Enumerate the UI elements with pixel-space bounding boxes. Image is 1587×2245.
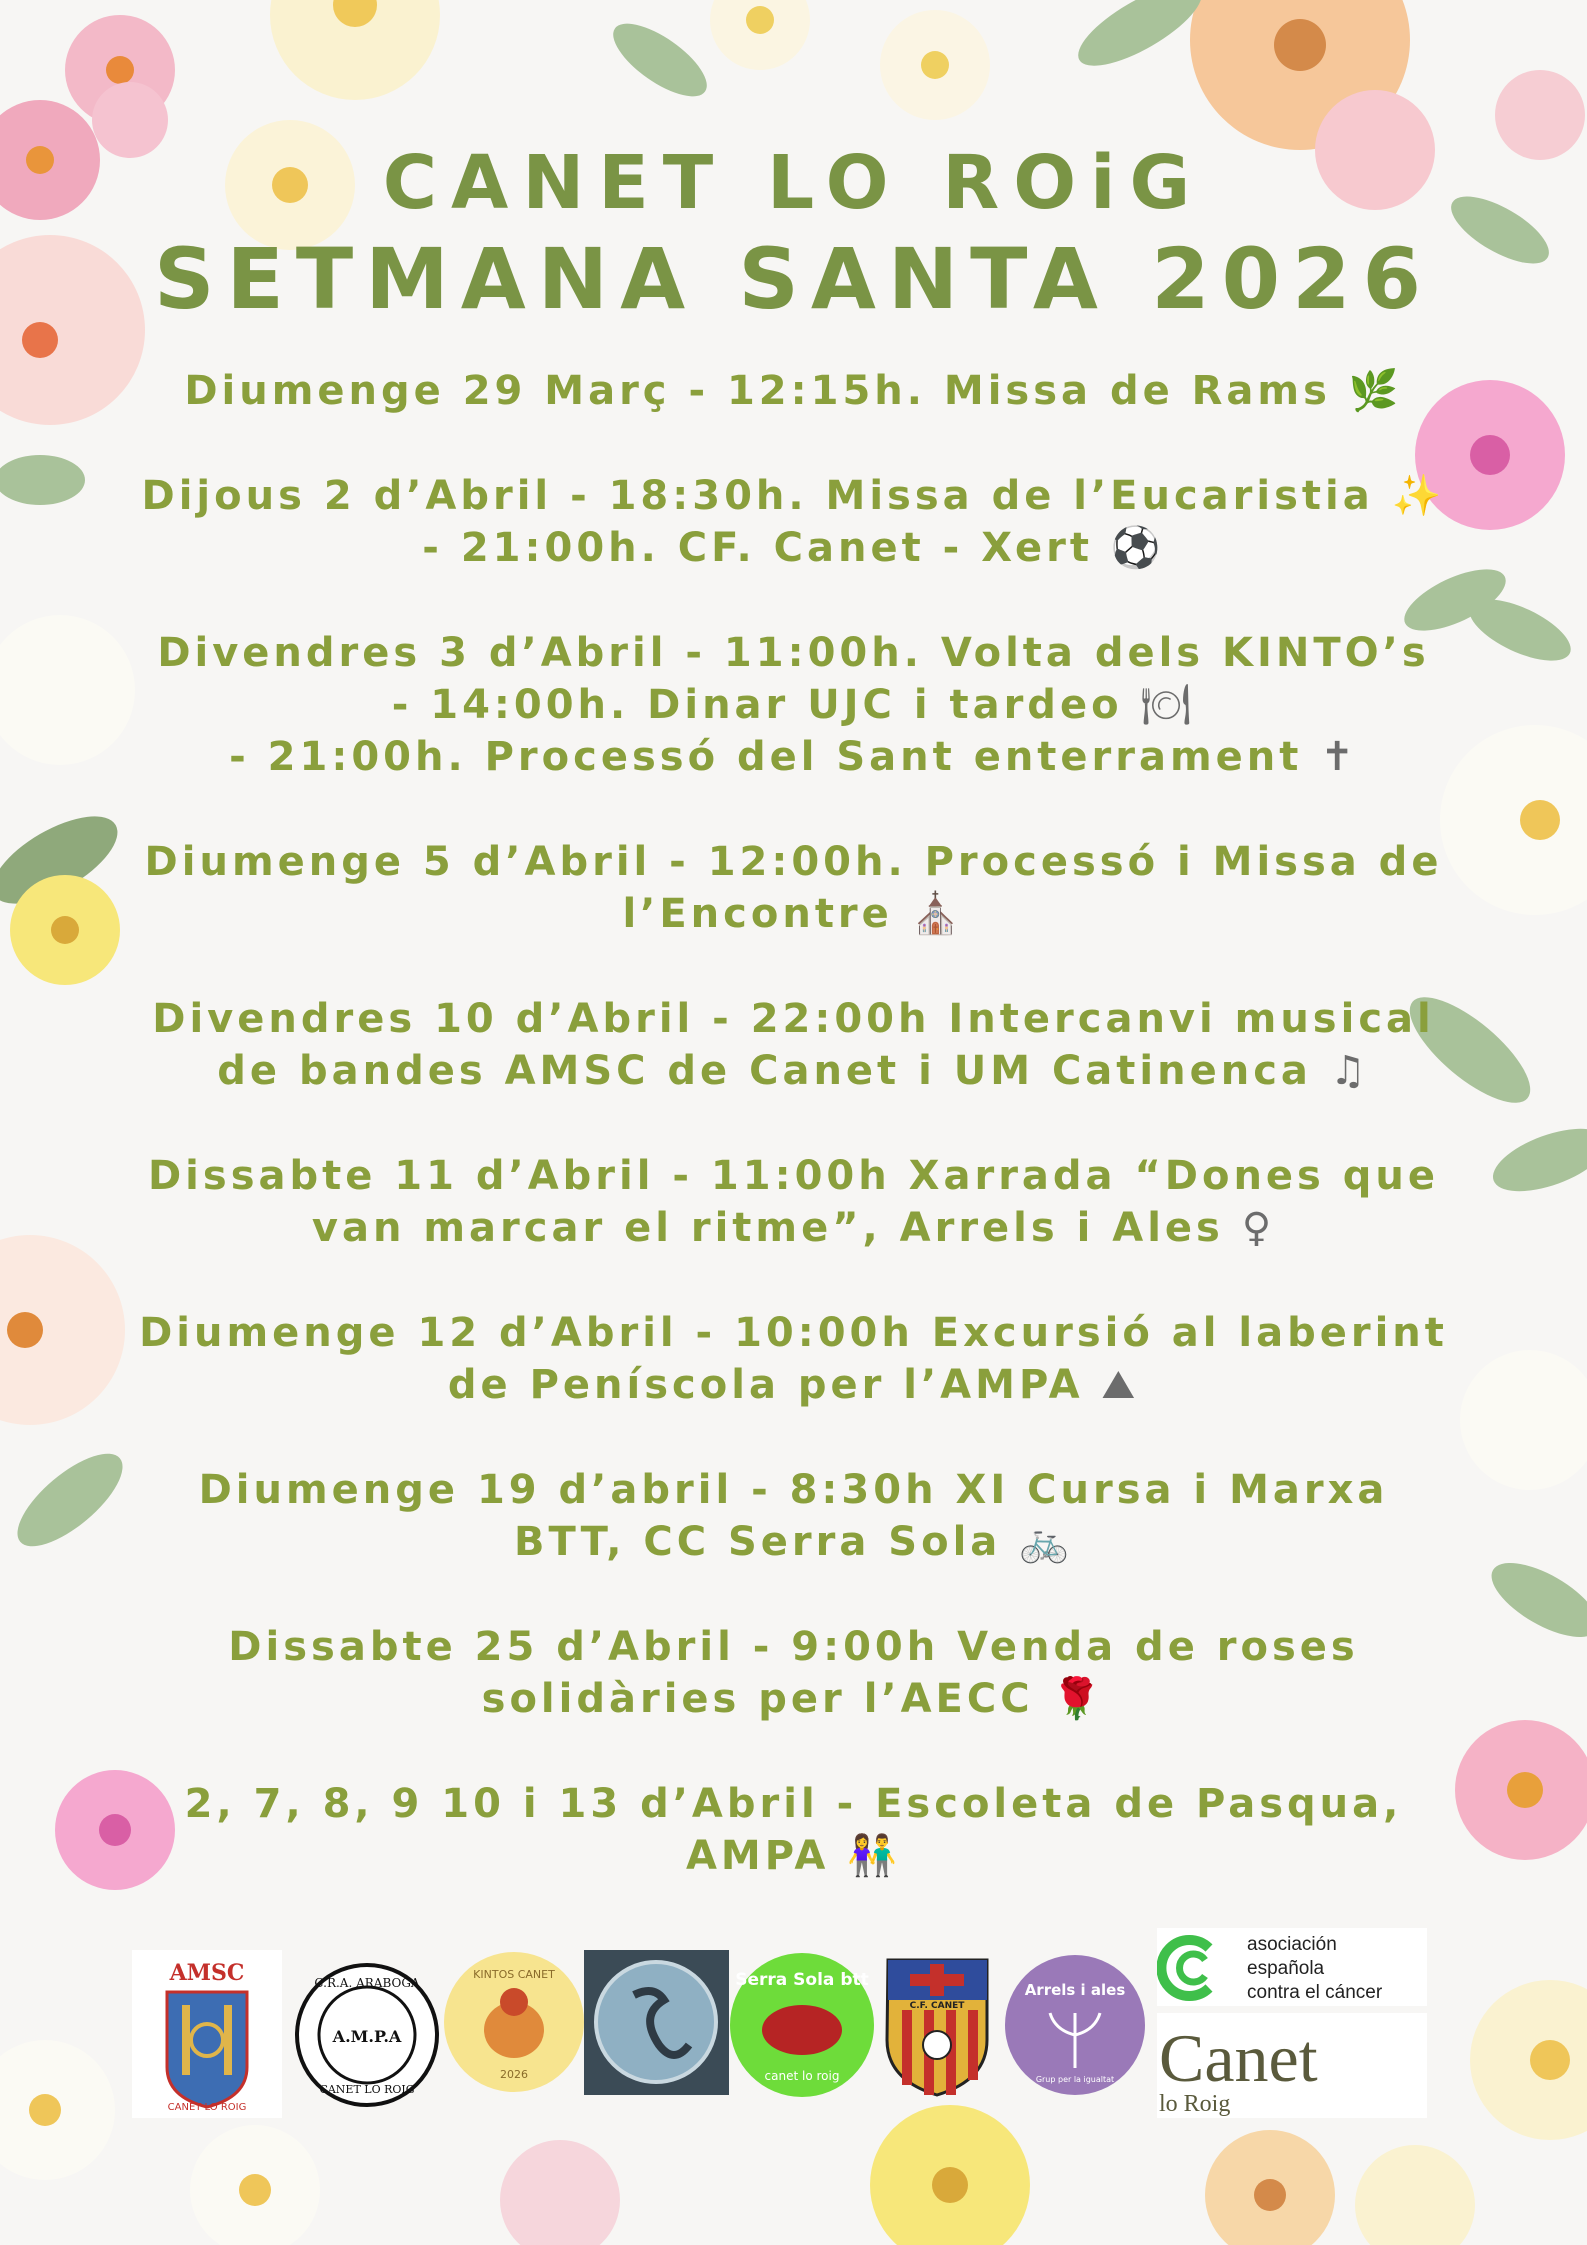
event-text: BTT, CC Serra Sola: [513, 1519, 1002, 1565]
event-emoji-icon: 🌿: [1348, 368, 1403, 414]
event-text: - 21:00h. Processó del Sant enterrament: [229, 734, 1303, 780]
aecc-logo-line3: contra el cáncer: [1247, 1982, 1383, 2003]
event-spacer: [120, 1725, 1467, 1778]
event-line: [120, 1359, 1467, 1411]
event-emoji-icon: ✨: [1391, 473, 1446, 519]
event-text: solidàries per l’AECC: [481, 1676, 1034, 1722]
serra-sola-logo-bottom: canet lo roig: [764, 2069, 840, 2083]
kintos-logo: [442, 1950, 587, 2095]
event-emoji-icon: ♫: [1329, 1048, 1370, 1094]
event-spacer: [120, 574, 1467, 627]
event-line: [120, 1621, 1467, 1673]
kintos-logo-top: KINTOS CANET: [473, 1968, 555, 1981]
event-item: [120, 1778, 1467, 1882]
event-emoji-icon: 🚲: [1019, 1519, 1074, 1565]
event-text: Divendres 10 d’Abril - 22:00h Intercanvi musical: [152, 996, 1435, 1042]
event-line: [120, 836, 1467, 888]
cf-canet-logo: [880, 1950, 995, 2100]
event-emoji-icon: ⛰: [1101, 1362, 1140, 1408]
poster-title-event: SETMANA SANTA 2026: [154, 230, 1433, 328]
event-text: l’Encontre: [622, 891, 893, 937]
event-emoji-icon: 👫: [847, 1833, 902, 1879]
ampa-logo: [292, 1960, 442, 2110]
arrels-ales-logo-top: Arrels i ales: [1024, 1981, 1126, 1999]
event-item: [120, 365, 1467, 417]
ampa-logo-bottom: CANET LO ROIG: [319, 2083, 415, 2096]
event-spacer: [120, 1097, 1467, 1150]
canet-lo-roig-logo: [1157, 2013, 1427, 2118]
sponsor-logos: [132, 1928, 1422, 2118]
event-line: [120, 365, 1467, 417]
event-item: [120, 1464, 1467, 1568]
event-line: [120, 1830, 1467, 1882]
serra-sola-logo: [727, 1950, 877, 2100]
amsc-logo-sub: CANET LO ROIG: [167, 2102, 247, 2113]
event-line: [120, 1150, 1467, 1202]
ujc-logo: [584, 1950, 729, 2095]
cf-canet-logo-label: C.F. CANET: [909, 2001, 965, 2011]
aecc-logo-line2: española: [1247, 1958, 1325, 1979]
event-text: de Peníscola per l’AMPA: [447, 1362, 1084, 1408]
event-list: [120, 365, 1467, 1882]
event-line: [120, 470, 1467, 522]
event-line: [120, 1307, 1467, 1359]
event-item: [120, 1621, 1467, 1725]
event-text: de bandes AMSC de Canet i UM Catinenca: [217, 1048, 1312, 1094]
event-line: [120, 1464, 1467, 1516]
event-emoji-icon: ♀: [1241, 1205, 1276, 1251]
event-text: Diumenge 19 d’abril - 8:30h XI Cursa i Marxa: [198, 1467, 1389, 1513]
event-item: [120, 836, 1467, 940]
event-text: Dissabte 11 d’Abril - 11:00h Xarrada “Dones que: [147, 1153, 1440, 1199]
canet-lo-roig-logo-sub: lo Roig: [1159, 2091, 1231, 2117]
event-text: Dissabte 25 d’Abril - 9:00h Venda de roses: [228, 1624, 1359, 1670]
serra-sola-logo-top: Serra Sola btt: [735, 1970, 869, 1990]
event-text: van marcar el ritme”, Arrels i Ales: [311, 1205, 1224, 1251]
arrels-ales-logo-bottom: Grup per la igualtat: [1035, 2075, 1115, 2084]
event-emoji-icon: ✝: [1320, 734, 1358, 780]
amsc-logo-label: AMSC: [169, 1960, 245, 1986]
event-item: [120, 993, 1467, 1097]
event-text: Diumenge 12 d’Abril - 10:00h Excursió al laberint: [139, 1310, 1448, 1356]
canet-lo-roig-logo-main: Canet: [1159, 2020, 1318, 2096]
event-spacer: [120, 1411, 1467, 1464]
event-emoji-icon: ⛪: [910, 891, 965, 937]
event-text: Dijous 2 d’Abril - 18:30h. Missa de l’Eucaristia: [141, 473, 1374, 519]
event-line: [120, 627, 1467, 679]
event-line: [120, 522, 1467, 574]
event-spacer: [120, 783, 1467, 836]
event-emoji-icon: 🍽: [1140, 682, 1196, 728]
event-line: [120, 993, 1467, 1045]
event-line: [120, 1516, 1467, 1568]
event-text: - 14:00h. Dinar UJC i tardeo: [391, 682, 1123, 728]
event-item: [120, 627, 1467, 783]
event-spacer: [120, 417, 1467, 470]
poster-title-town: CANET LO ROiG: [382, 140, 1205, 226]
event-spacer: [120, 1254, 1467, 1307]
event-line: [120, 1202, 1467, 1254]
event-text: Diumenge 29 Març - 12:15h. Missa de Rams: [184, 368, 1331, 414]
event-item: [120, 470, 1467, 574]
kintos-logo-bottom: 2026: [500, 2068, 528, 2081]
event-item: [120, 1150, 1467, 1254]
event-line: [120, 731, 1467, 783]
event-text: 2, 7, 8, 9 10 i 13 d’Abril - Escoleta de Pasqua,: [184, 1781, 1403, 1827]
event-emoji-icon: 🌹: [1051, 1676, 1106, 1722]
event-line: [120, 679, 1467, 731]
ampa-logo-mid: A.M.P.A: [332, 2027, 402, 2046]
event-spacer: [120, 1568, 1467, 1621]
arrels-ales-logo: [1000, 1950, 1150, 2100]
event-line: [120, 1778, 1467, 1830]
aecc-logo: [1157, 1928, 1427, 2006]
event-line: [120, 888, 1467, 940]
event-text: Divendres 3 d’Abril - 11:00h. Volta dels KINTO’s: [157, 630, 1430, 676]
flower-decoration: [190, 2105, 1475, 2245]
amsc-logo: [132, 1950, 282, 2118]
event-text: - 21:00h. CF. Canet - Xert: [422, 525, 1093, 571]
event-item: [120, 1307, 1467, 1411]
event-text: AMPA: [685, 1833, 830, 1879]
event-emoji-icon: ⚽: [1110, 525, 1165, 571]
event-spacer: [120, 940, 1467, 993]
aecc-logo-line1: asociación: [1247, 1934, 1337, 1955]
ampa-logo-top: C.R.A. ARABOGA: [314, 1976, 420, 1990]
event-line: [120, 1045, 1467, 1097]
event-line: [120, 1673, 1467, 1725]
event-text: Diumenge 5 d’Abril - 12:00h. Processó i Missa de: [144, 839, 1443, 885]
